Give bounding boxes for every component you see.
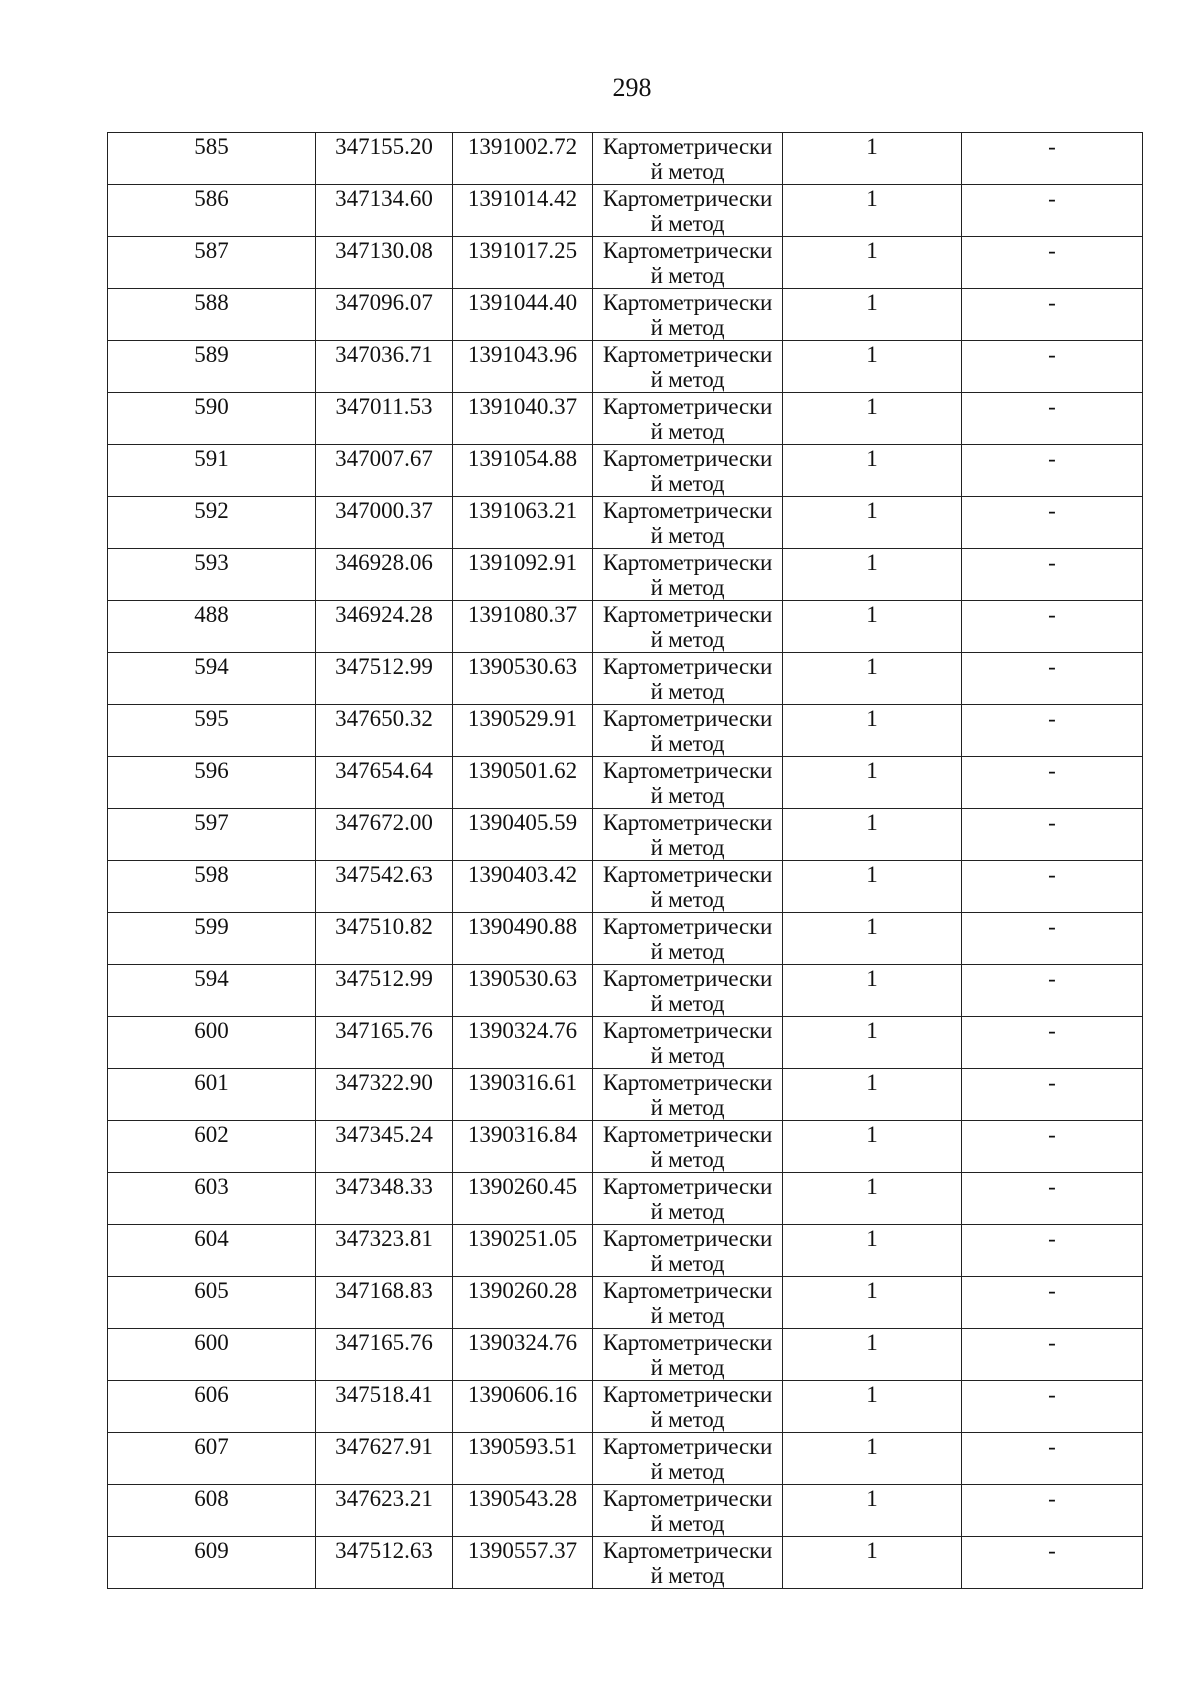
x-coordinate-cell: 347130.08	[316, 237, 453, 289]
y-coordinate-cell: 1390501.62	[453, 757, 593, 809]
y-coordinate-cell: 1391014.42	[453, 185, 593, 237]
method-line-1: Картометрически	[602, 1122, 773, 1147]
method-line-2: й метод	[650, 263, 725, 288]
method-cell	[593, 237, 783, 289]
method-cell	[593, 1433, 783, 1485]
method-line-2: й метод	[650, 471, 725, 496]
method-line-2: й метод	[650, 159, 725, 184]
x-coordinate-cell: 346928.06	[316, 549, 453, 601]
y-coordinate-cell: 1391044.40	[453, 289, 593, 341]
x-coordinate-cell: 347654.64	[316, 757, 453, 809]
description-cell: -	[962, 1069, 1143, 1121]
y-coordinate-cell: 1390251.05	[453, 1225, 593, 1277]
precision-cell: 1	[783, 1381, 962, 1433]
method-cell	[593, 861, 783, 913]
y-coordinate-cell: 1390557.37	[453, 1537, 593, 1589]
point-number-cell: 600	[108, 1017, 316, 1069]
point-number-cell: 594	[108, 653, 316, 705]
table-row	[108, 237, 1143, 289]
point-number-cell: 607	[108, 1433, 316, 1485]
y-coordinate-cell: 1390543.28	[453, 1485, 593, 1537]
y-coordinate-cell: 1391002.72	[453, 133, 593, 185]
x-coordinate-cell: 347512.63	[316, 1537, 453, 1589]
y-coordinate-cell: 1390316.61	[453, 1069, 593, 1121]
precision-cell: 1	[783, 1121, 962, 1173]
method-cell	[593, 1225, 783, 1277]
method-line-1: Картометрически	[602, 654, 773, 679]
description-cell: -	[962, 861, 1143, 913]
x-coordinate-cell: 347512.99	[316, 965, 453, 1017]
point-number-cell: 600	[108, 1329, 316, 1381]
description-cell: -	[962, 1329, 1143, 1381]
method-line-2: й метод	[650, 315, 725, 340]
coordinates-table-body	[108, 133, 1143, 1589]
description-cell: -	[962, 1173, 1143, 1225]
y-coordinate-cell: 1390490.88	[453, 913, 593, 965]
table-row	[108, 1225, 1143, 1277]
method-cell	[593, 549, 783, 601]
point-number-cell: 606	[108, 1381, 316, 1433]
description-cell: -	[962, 705, 1143, 757]
method-cell	[593, 601, 783, 653]
table-row	[108, 1537, 1143, 1589]
table-row	[108, 1381, 1143, 1433]
table-row	[108, 601, 1143, 653]
table-row	[108, 1277, 1143, 1329]
description-cell: -	[962, 497, 1143, 549]
point-number-cell: 586	[108, 185, 316, 237]
method-cell	[593, 653, 783, 705]
y-coordinate-cell: 1390260.45	[453, 1173, 593, 1225]
method-line-1: Картометрически	[602, 186, 773, 211]
x-coordinate-cell: 346924.28	[316, 601, 453, 653]
method-line-2: й метод	[650, 835, 725, 860]
method-cell	[593, 133, 783, 185]
x-coordinate-cell: 347542.63	[316, 861, 453, 913]
description-cell: -	[962, 809, 1143, 861]
description-cell: -	[962, 1381, 1143, 1433]
precision-cell: 1	[783, 341, 962, 393]
precision-cell: 1	[783, 861, 962, 913]
point-number-cell: 591	[108, 445, 316, 497]
x-coordinate-cell: 347007.67	[316, 445, 453, 497]
method-line-1: Картометрически	[602, 966, 773, 991]
method-line-1: Картометрически	[602, 394, 773, 419]
point-number-cell: 609	[108, 1537, 316, 1589]
table-row	[108, 809, 1143, 861]
x-coordinate-cell: 347672.00	[316, 809, 453, 861]
method-line-1: Картометрически	[602, 758, 773, 783]
table-row	[108, 289, 1143, 341]
method-line-1: Картометрически	[602, 1278, 773, 1303]
point-number-cell: 596	[108, 757, 316, 809]
method-line-1: Картометрически	[602, 1538, 773, 1563]
point-number-cell: 590	[108, 393, 316, 445]
method-line-2: й метод	[650, 627, 725, 652]
method-line-1: Картометрически	[602, 446, 773, 471]
method-line-1: Картометрически	[602, 1226, 773, 1251]
precision-cell: 1	[783, 1017, 962, 1069]
point-number-cell: 594	[108, 965, 316, 1017]
method-line-1: Картометрически	[602, 602, 773, 627]
method-cell	[593, 1121, 783, 1173]
method-line-1: Картометрически	[602, 238, 773, 263]
method-cell	[593, 289, 783, 341]
point-number-cell: 592	[108, 497, 316, 549]
method-cell	[593, 1277, 783, 1329]
point-number-cell: 588	[108, 289, 316, 341]
y-coordinate-cell: 1391043.96	[453, 341, 593, 393]
method-cell	[593, 705, 783, 757]
description-cell: -	[962, 1433, 1143, 1485]
x-coordinate-cell: 347518.41	[316, 1381, 453, 1433]
description-cell: -	[962, 341, 1143, 393]
precision-cell: 1	[783, 1433, 962, 1485]
precision-cell: 1	[783, 1173, 962, 1225]
table-row	[108, 393, 1143, 445]
description-cell: -	[962, 1537, 1143, 1589]
y-coordinate-cell: 1390529.91	[453, 705, 593, 757]
method-line-1: Картометрически	[602, 1486, 773, 1511]
description-cell: -	[962, 393, 1143, 445]
precision-cell: 1	[783, 705, 962, 757]
coordinates-table	[107, 132, 1143, 1589]
method-line-1: Картометрически	[602, 1434, 773, 1459]
point-number-cell: 585	[108, 133, 316, 185]
x-coordinate-cell: 347036.71	[316, 341, 453, 393]
method-line-1: Картометрически	[602, 914, 773, 939]
precision-cell: 1	[783, 809, 962, 861]
y-coordinate-cell: 1391017.25	[453, 237, 593, 289]
description-cell: -	[962, 1121, 1143, 1173]
description-cell: -	[962, 1485, 1143, 1537]
table-row	[108, 653, 1143, 705]
method-line-2: й метод	[650, 523, 725, 548]
table-row	[108, 1485, 1143, 1537]
y-coordinate-cell: 1391040.37	[453, 393, 593, 445]
method-line-2: й метод	[650, 887, 725, 912]
point-number-cell: 587	[108, 237, 316, 289]
method-line-2: й метод	[650, 367, 725, 392]
method-cell	[593, 809, 783, 861]
method-cell	[593, 341, 783, 393]
method-line-2: й метод	[650, 991, 725, 1016]
method-line-1: Картометрически	[602, 290, 773, 315]
y-coordinate-cell: 1390405.59	[453, 809, 593, 861]
method-line-1: Картометрически	[602, 1018, 773, 1043]
method-line-2: й метод	[650, 1199, 725, 1224]
x-coordinate-cell: 347155.20	[316, 133, 453, 185]
method-line-1: Картометрически	[602, 1382, 773, 1407]
precision-cell: 1	[783, 393, 962, 445]
method-cell	[593, 757, 783, 809]
point-number-cell: 595	[108, 705, 316, 757]
point-number-cell: 605	[108, 1277, 316, 1329]
x-coordinate-cell: 347096.07	[316, 289, 453, 341]
x-coordinate-cell: 347134.60	[316, 185, 453, 237]
method-line-2: й метод	[650, 1147, 725, 1172]
precision-cell: 1	[783, 757, 962, 809]
description-cell: -	[962, 1277, 1143, 1329]
method-line-2: й метод	[650, 1355, 725, 1380]
method-line-2: й метод	[650, 1511, 725, 1536]
point-number-cell: 599	[108, 913, 316, 965]
precision-cell: 1	[783, 445, 962, 497]
y-coordinate-cell: 1391080.37	[453, 601, 593, 653]
table-row	[108, 1069, 1143, 1121]
point-number-cell: 602	[108, 1121, 316, 1173]
y-coordinate-cell: 1390530.63	[453, 965, 593, 1017]
precision-cell: 1	[783, 913, 962, 965]
precision-cell: 1	[783, 549, 962, 601]
x-coordinate-cell: 347011.53	[316, 393, 453, 445]
x-coordinate-cell: 347512.99	[316, 653, 453, 705]
point-number-cell: 601	[108, 1069, 316, 1121]
method-line-2: й метод	[650, 1303, 725, 1328]
page-number: 298	[612, 73, 652, 102]
point-number-cell: 488	[108, 601, 316, 653]
precision-cell: 1	[783, 237, 962, 289]
y-coordinate-cell: 1390316.84	[453, 1121, 593, 1173]
method-cell	[593, 1069, 783, 1121]
method-cell	[593, 1173, 783, 1225]
description-cell: -	[962, 1017, 1143, 1069]
description-cell: -	[962, 549, 1143, 601]
x-coordinate-cell: 347165.76	[316, 1017, 453, 1069]
x-coordinate-cell: 347348.33	[316, 1173, 453, 1225]
precision-cell: 1	[783, 601, 962, 653]
point-number-cell: 598	[108, 861, 316, 913]
point-number-cell: 603	[108, 1173, 316, 1225]
precision-cell: 1	[783, 289, 962, 341]
table-row	[108, 1121, 1143, 1173]
method-line-1: Картометрически	[602, 706, 773, 731]
method-line-2: й метод	[650, 1459, 725, 1484]
y-coordinate-cell: 1391054.88	[453, 445, 593, 497]
precision-cell: 1	[783, 653, 962, 705]
x-coordinate-cell: 347322.90	[316, 1069, 453, 1121]
description-cell: -	[962, 913, 1143, 965]
description-cell: -	[962, 601, 1143, 653]
table-row	[108, 1017, 1143, 1069]
table-row	[108, 1433, 1143, 1485]
y-coordinate-cell: 1390260.28	[453, 1277, 593, 1329]
table-row	[108, 705, 1143, 757]
method-line-2: й метод	[650, 211, 725, 236]
y-coordinate-cell: 1391092.91	[453, 549, 593, 601]
method-line-2: й метод	[650, 679, 725, 704]
description-cell: -	[962, 653, 1143, 705]
method-line-2: й метод	[650, 575, 725, 600]
method-line-1: Картометрически	[602, 1174, 773, 1199]
method-line-2: й метод	[650, 1407, 725, 1432]
table-row	[108, 185, 1143, 237]
x-coordinate-cell: 347510.82	[316, 913, 453, 965]
precision-cell: 1	[783, 1485, 962, 1537]
method-line-1: Картометрически	[602, 1330, 773, 1355]
table-row	[108, 1329, 1143, 1381]
point-number-cell: 589	[108, 341, 316, 393]
precision-cell: 1	[783, 1225, 962, 1277]
table-row	[108, 549, 1143, 601]
method-line-2: й метод	[650, 939, 725, 964]
y-coordinate-cell: 1390403.42	[453, 861, 593, 913]
method-cell	[593, 1381, 783, 1433]
precision-cell: 1	[783, 133, 962, 185]
description-cell: -	[962, 757, 1143, 809]
table-row	[108, 913, 1143, 965]
method-line-1: Картометрически	[602, 342, 773, 367]
method-cell	[593, 913, 783, 965]
precision-cell: 1	[783, 1069, 962, 1121]
method-cell	[593, 393, 783, 445]
precision-cell: 1	[783, 497, 962, 549]
method-line-1: Картометрически	[602, 550, 773, 575]
y-coordinate-cell: 1390530.63	[453, 653, 593, 705]
method-cell	[593, 445, 783, 497]
table-row	[108, 341, 1143, 393]
point-number-cell: 593	[108, 549, 316, 601]
method-cell	[593, 965, 783, 1017]
method-line-1: Картометрически	[602, 810, 773, 835]
table-row	[108, 965, 1143, 1017]
point-number-cell: 597	[108, 809, 316, 861]
description-cell: -	[962, 133, 1143, 185]
table-row	[108, 445, 1143, 497]
method-line-1: Картометрически	[602, 134, 773, 159]
method-line-1: Картометрически	[602, 498, 773, 523]
method-cell	[593, 1329, 783, 1381]
precision-cell: 1	[783, 1277, 962, 1329]
method-line-2: й метод	[650, 1095, 725, 1120]
method-line-2: й метод	[650, 419, 725, 444]
y-coordinate-cell: 1390606.16	[453, 1381, 593, 1433]
x-coordinate-cell: 347168.83	[316, 1277, 453, 1329]
point-number-cell: 604	[108, 1225, 316, 1277]
point-number-cell: 608	[108, 1485, 316, 1537]
method-line-2: й метод	[650, 1563, 725, 1588]
precision-cell: 1	[783, 965, 962, 1017]
method-cell	[593, 1485, 783, 1537]
precision-cell: 1	[783, 185, 962, 237]
table-row	[108, 861, 1143, 913]
table-row	[108, 757, 1143, 809]
table-row	[108, 497, 1143, 549]
method-line-2: й метод	[650, 1251, 725, 1276]
x-coordinate-cell: 347000.37	[316, 497, 453, 549]
precision-cell: 1	[783, 1329, 962, 1381]
method-line-2: й метод	[650, 731, 725, 756]
x-coordinate-cell: 347650.32	[316, 705, 453, 757]
x-coordinate-cell: 347627.91	[316, 1433, 453, 1485]
y-coordinate-cell: 1390324.76	[453, 1017, 593, 1069]
description-cell: -	[962, 289, 1143, 341]
method-cell	[593, 497, 783, 549]
precision-cell: 1	[783, 1537, 962, 1589]
table-row	[108, 1173, 1143, 1225]
method-line-2: й метод	[650, 1043, 725, 1068]
description-cell: -	[962, 185, 1143, 237]
x-coordinate-cell: 347323.81	[316, 1225, 453, 1277]
description-cell: -	[962, 1225, 1143, 1277]
y-coordinate-cell: 1391063.21	[453, 497, 593, 549]
y-coordinate-cell: 1390324.76	[453, 1329, 593, 1381]
method-line-1: Картометрически	[602, 862, 773, 887]
description-cell: -	[962, 445, 1143, 497]
method-cell	[593, 185, 783, 237]
table-row	[108, 133, 1143, 185]
y-coordinate-cell: 1390593.51	[453, 1433, 593, 1485]
method-line-2: й метод	[650, 783, 725, 808]
description-cell: -	[962, 237, 1143, 289]
x-coordinate-cell: 347165.76	[316, 1329, 453, 1381]
x-coordinate-cell: 347345.24	[316, 1121, 453, 1173]
method-cell	[593, 1537, 783, 1589]
method-cell	[593, 1017, 783, 1069]
x-coordinate-cell: 347623.21	[316, 1485, 453, 1537]
method-line-1: Картометрически	[602, 1070, 773, 1095]
description-cell: -	[962, 965, 1143, 1017]
